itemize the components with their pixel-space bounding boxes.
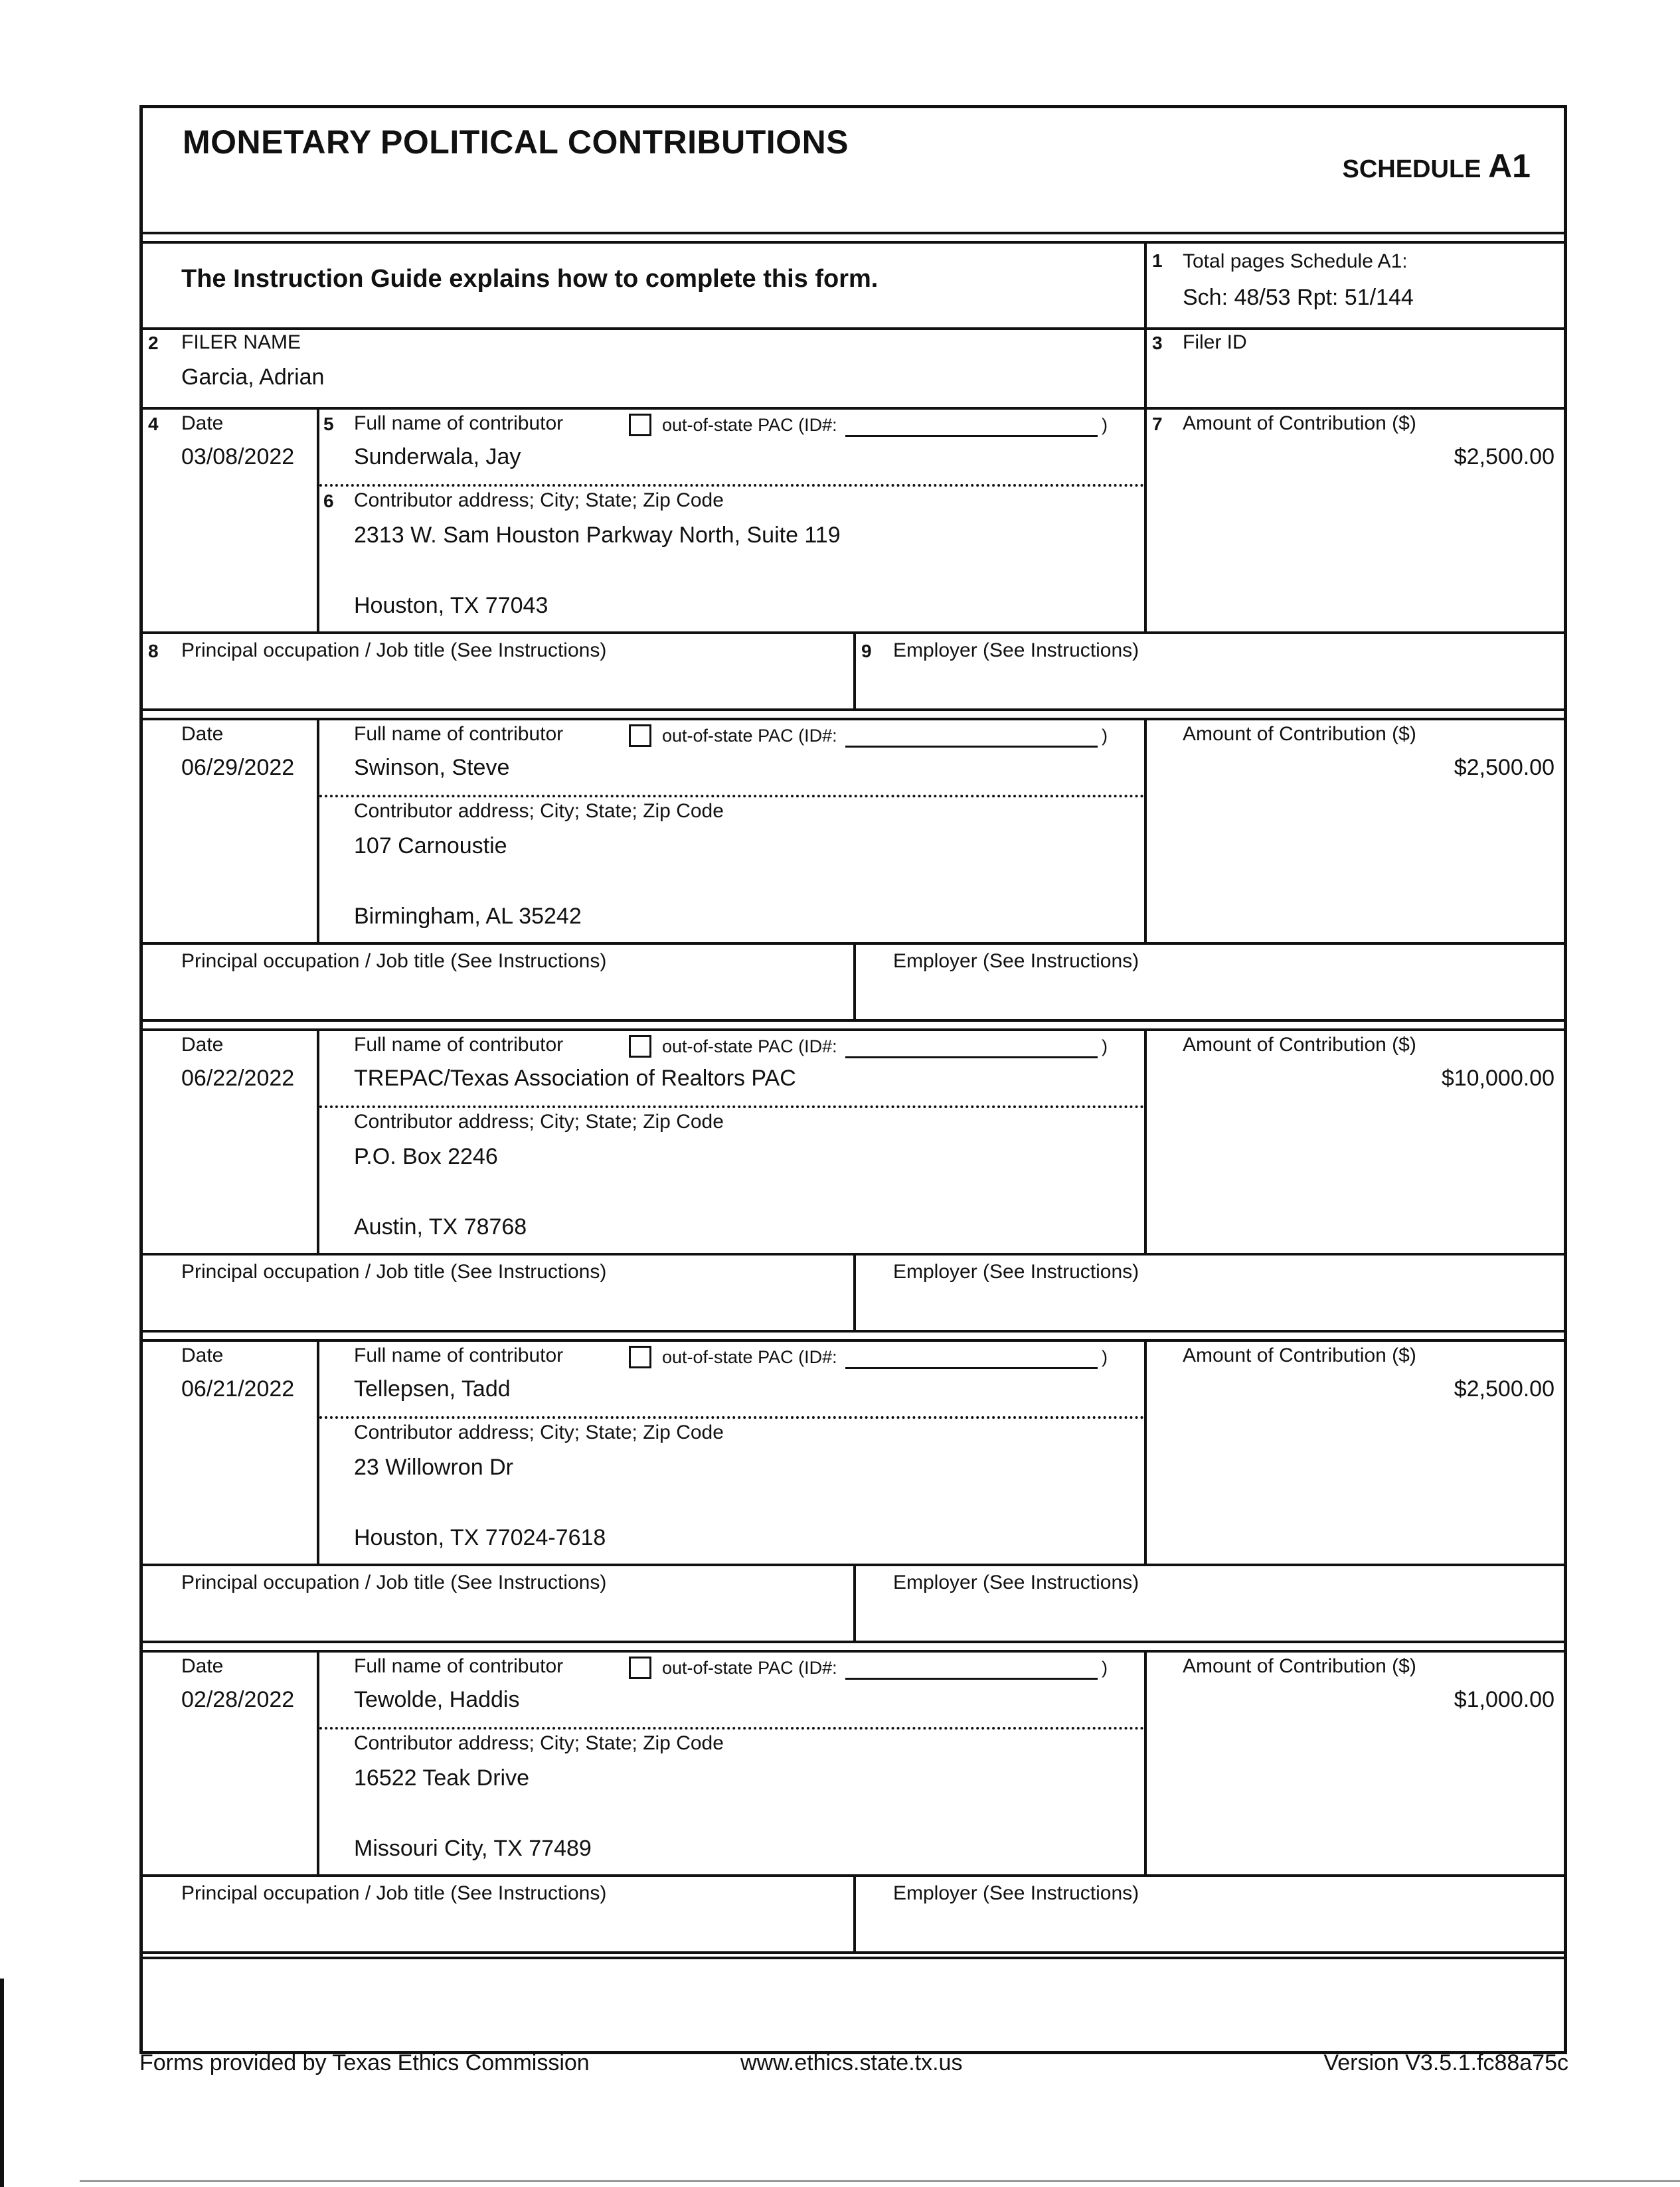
schedule-label	[1342, 147, 1531, 185]
full-name-label: Full name of contributor	[354, 1034, 564, 1056]
filer-id-label: Filer ID	[1183, 331, 1247, 353]
contribution-date: 06/29/2022	[181, 755, 295, 780]
full-name-label: Full name of contributor	[354, 1344, 564, 1366]
address-label: Contributor address; City; State; Zip Code	[354, 800, 724, 822]
contribution-amount: $2,500.00	[1454, 1376, 1554, 1402]
pac-close-paren: )	[1102, 415, 1108, 435]
block-separator	[143, 1641, 1564, 1643]
date-divider	[317, 1339, 319, 1564]
contributor-name: Tewolde, Haddis	[354, 1687, 520, 1712]
scan-edge-mark	[0, 1979, 4, 2187]
pac-id-underline[interactable]	[845, 435, 1098, 437]
block-top-line	[143, 1650, 1564, 1653]
block-separator	[143, 708, 1564, 711]
filer-name-label: FILER NAME	[181, 331, 301, 353]
address-label: Contributor address; City; State; Zip Code	[354, 489, 724, 511]
field-number: 9	[861, 641, 872, 661]
employer-label: Employer (See Instructions)	[893, 1882, 1139, 1904]
amount-divider	[1144, 407, 1147, 631]
date-label: Date	[181, 1344, 224, 1366]
pac-close-paren: )	[1102, 1036, 1108, 1056]
date-label: Date	[181, 1034, 224, 1056]
form-title: MONETARY POLITICAL CONTRIBUTIONS	[183, 123, 849, 161]
form-frame	[139, 105, 1567, 2054]
contributor-name: Sunderwala, Jay	[354, 444, 521, 469]
amount-label: Amount of Contribution ($)	[1183, 1034, 1416, 1056]
date-label: Date	[181, 723, 224, 745]
block-top-line	[143, 1339, 1564, 1342]
name-address-divider	[319, 1105, 1144, 1108]
amount-label: Amount of Contribution ($)	[1183, 1655, 1416, 1677]
amount-divider	[1144, 718, 1147, 942]
name-address-divider	[319, 1727, 1144, 1730]
occupation-divider	[853, 1253, 856, 1330]
address-label: Contributor address; City; State; Zip Code	[354, 1111, 724, 1133]
title-divider-2	[143, 241, 1564, 244]
employer-label: Employer (See Instructions)	[893, 639, 1139, 661]
date-divider	[317, 718, 319, 942]
block-top-line	[143, 1028, 1564, 1031]
contributor-name: Tellepsen, Tadd	[354, 1376, 511, 1402]
field-number: 4	[148, 414, 159, 434]
name-address-divider	[319, 1416, 1144, 1419]
out-of-state-pac-checkbox[interactable]	[629, 1346, 651, 1368]
out-of-state-pac-checkbox[interactable]	[629, 414, 651, 436]
occupation-label: Principal occupation / Job title (See Instructions)	[181, 1882, 607, 1904]
occupation-divider	[853, 631, 856, 708]
field-number: 7	[1152, 414, 1163, 434]
amount-divider	[1144, 1650, 1147, 1874]
date-divider	[317, 1028, 319, 1253]
contribution-date: 06/22/2022	[181, 1066, 295, 1091]
employer-label: Employer (See Instructions)	[893, 950, 1139, 972]
full-name-label: Full name of contributor	[354, 412, 564, 434]
occupation-label: Principal occupation / Job title (See Instructions)	[181, 639, 607, 661]
address-label: Contributor address; City; State; Zip Code	[354, 1732, 724, 1754]
block-separator	[143, 1019, 1564, 1022]
amount-label: Amount of Contribution ($)	[1183, 1344, 1416, 1366]
field-number: 2	[148, 333, 159, 353]
address-line-2: Austin, TX 78768	[354, 1214, 527, 1240]
pac-id-underline[interactable]	[845, 1367, 1098, 1369]
occupation-label: Principal occupation / Job title (See Instructions)	[181, 1261, 607, 1283]
contribution-amount: $1,000.00	[1454, 1687, 1554, 1712]
row-divider	[143, 1957, 1564, 1959]
address-line-2: Birmingham, AL 35242	[354, 904, 582, 929]
name-address-divider	[319, 484, 1144, 487]
pac-label: out-of-state PAC (ID#:	[662, 1347, 837, 1367]
pac-id-underline[interactable]	[845, 1678, 1098, 1680]
address-line-1: 2313 W. Sam Houston Parkway North, Suite 119	[354, 523, 841, 548]
contribution-amount: $2,500.00	[1454, 444, 1554, 469]
contributor-name: TREPAC/Texas Association of Realtors PAC	[354, 1066, 796, 1091]
pac-label: out-of-state PAC (ID#:	[662, 415, 837, 435]
out-of-state-pac-checkbox[interactable]	[629, 724, 651, 747]
field-number: 1	[1152, 250, 1163, 271]
pac-close-paren: )	[1102, 1347, 1108, 1367]
date-divider	[317, 1650, 319, 1874]
address-line-1: 107 Carnoustie	[354, 833, 507, 858]
total-pages-label: Total pages Schedule A1:	[1183, 250, 1408, 272]
footer-url[interactable]: www.ethics.state.tx.us	[740, 2050, 963, 2075]
field-divider	[1144, 241, 1147, 408]
schedule-code: A1	[1488, 147, 1531, 185]
name-address-divider	[319, 795, 1144, 797]
contribution-amount: $10,000.00	[1441, 1066, 1554, 1091]
instruction-text: The Instruction Guide explains how to complete this form.	[181, 265, 879, 293]
block-separator	[143, 1330, 1564, 1333]
full-name-label: Full name of contributor	[354, 723, 564, 745]
occupation-divider	[853, 942, 856, 1019]
block-top-line	[143, 718, 1564, 720]
row-divider	[143, 327, 1564, 330]
address-label: Contributor address; City; State; Zip Code	[354, 1421, 724, 1443]
occupation-label: Principal occupation / Job title (See Instructions)	[181, 950, 607, 972]
title-divider	[143, 232, 1564, 234]
address-line-2: Houston, TX 77024-7618	[354, 1525, 606, 1550]
total-pages-value: Sch: 48/53 Rpt: 51/144	[1183, 285, 1414, 310]
pac-close-paren: )	[1102, 726, 1108, 746]
address-line-2: Houston, TX 77043	[354, 593, 548, 618]
block-bottom-line	[143, 1951, 1564, 1954]
out-of-state-pac-checkbox[interactable]	[629, 1657, 651, 1679]
amount-divider	[1144, 1028, 1147, 1253]
field-number: 8	[148, 641, 159, 661]
pac-label: out-of-state PAC (ID#:	[662, 1036, 837, 1056]
pac-id-underline[interactable]	[845, 746, 1098, 748]
pac-id-underline[interactable]	[845, 1056, 1098, 1058]
address-line-2: Missouri City, TX 77489	[354, 1836, 592, 1861]
footer-left: Forms provided by Texas Ethics Commission	[139, 2050, 590, 2075]
occupation-label: Principal occupation / Job title (See Instructions)	[181, 1572, 607, 1593]
contribution-amount: $2,500.00	[1454, 755, 1554, 780]
date-divider	[317, 407, 319, 631]
scan-bottom-line	[80, 2180, 1680, 2182]
contribution-date: 06/21/2022	[181, 1376, 295, 1402]
amount-label: Amount of Contribution ($)	[1183, 412, 1416, 434]
contributor-name: Swinson, Steve	[354, 755, 510, 780]
full-name-label: Full name of contributor	[354, 1655, 564, 1677]
address-line-1: P.O. Box 2246	[354, 1144, 498, 1169]
field-number: 5	[323, 414, 334, 434]
out-of-state-pac-checkbox[interactable]	[629, 1035, 651, 1058]
footer-version: Version V3.5.1.fc88a75c	[1323, 2050, 1568, 2075]
occupation-divider	[853, 1564, 856, 1641]
address-line-1: 23 Willowron Dr	[354, 1455, 513, 1480]
pac-label: out-of-state PAC (ID#:	[662, 726, 837, 746]
contribution-date: 02/28/2022	[181, 1687, 295, 1712]
contribution-date: 03/08/2022	[181, 444, 295, 469]
field-number: 3	[1152, 333, 1163, 353]
address-line-1: 16522 Teak Drive	[354, 1765, 529, 1791]
date-label: Date	[181, 1655, 224, 1677]
filer-name-value: Garcia, Adrian	[181, 364, 325, 390]
pac-label: out-of-state PAC (ID#:	[662, 1658, 837, 1678]
amount-label: Amount of Contribution ($)	[1183, 723, 1416, 745]
date-label: Date	[181, 412, 224, 434]
field-number: 6	[323, 491, 334, 511]
row-divider	[143, 407, 1564, 410]
employer-label: Employer (See Instructions)	[893, 1572, 1139, 1593]
pac-close-paren: )	[1102, 1658, 1108, 1678]
employer-label: Employer (See Instructions)	[893, 1261, 1139, 1283]
occupation-divider	[853, 1874, 856, 1951]
amount-divider	[1144, 1339, 1147, 1564]
schedule-word: SCHEDULE	[1342, 155, 1481, 183]
